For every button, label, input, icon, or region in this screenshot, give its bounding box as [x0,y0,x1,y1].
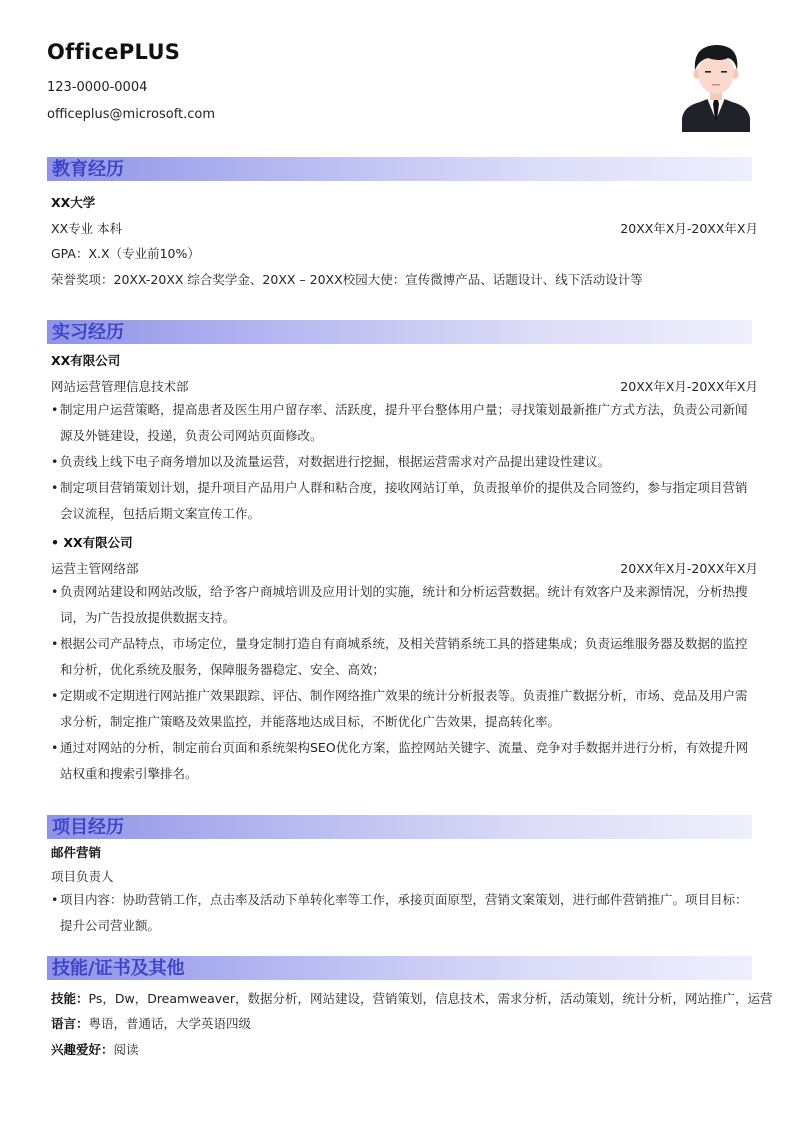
bullet-glyph: • [51,688,59,703]
section-projects-title: 项目经历 [52,817,124,838]
job-bullet [51,449,756,475]
bullet-glyph: • [51,636,59,651]
skills-line [51,989,773,1007]
job-bullet [51,631,756,683]
job-bullet [51,735,756,787]
section-skills-header [47,956,752,980]
bullet-glyph: • [51,402,59,417]
company-name: XX有限公司 [51,353,121,368]
bullet-glyph: • [51,480,59,495]
bullet-text: 制定用户运营策略，提高患者及医生用户留存率、活跃度，提升平台整体用户量；寻找策划最新推广方式方法，负责公司新闻源及外链建设，投递，负责公司网站页面修改。 [60,402,748,443]
person-avatar-icon [680,40,752,132]
bullet-glyph: • [51,584,59,599]
section-skills-title: 技能/证书及其他 [52,958,185,979]
hobby-label: 兴趣爱好： [51,1042,114,1057]
bullet-text: 通过对网站的分析，制定前台页面和系统架构SEO优化方案，监控网站关键字、流量、竞争对手数据并进行分析，有效提升网站权重和搜索引擎排名。 [60,740,749,781]
language-value: 粤语，普通话，大学英语四级 [88,1016,252,1031]
job-dates: 20XX年X月-20XX年X月 [620,379,758,394]
school-gpa: GPA：X.X（专业前10%） [51,246,200,261]
email-address: officeplus@microsoft.com [47,107,216,122]
bullet-glyph: • [51,535,59,550]
school-name: XX大学 [51,195,96,210]
bullet-text: 负责网站建设和网站改版，给予客户商城培训及应用计划的实施，统计和分析运营数据。统计有效客户及来源情况，分析热搜词，为广告投放提供数据支持。 [60,584,748,625]
job-role: 运营主管网络部 [51,561,139,576]
phone-number: 123-0000-0004 [47,80,148,95]
skills-value: Ps，Dw，Dreamweaver，数据分析，网站建设，营销策划，信息技术，需求分析，活动策划，统计分析，网站推广，运营 [88,991,773,1006]
section-education-header [47,157,752,181]
bullet-text: 负责线上线下电子商务增加以及流量运营，对数据进行挖掘，根据运营需求对产品提出建设性建议。 [60,454,611,469]
candidate-name: OfficePLUS [47,40,181,64]
section-education-title: 教育经历 [52,159,124,180]
project-name: 邮件营销 [51,845,102,860]
hobby-value: 阅读 [113,1042,139,1057]
job-bullet [51,683,756,735]
job-bullet [51,397,756,449]
school-honors: 荣誉奖项：20XX-20XX 综合奖学金、20XX – 20XX校园大使：宣传微博产品、话题设计、线下活动设计等 [51,272,643,287]
language-label: 语言： [51,1016,89,1031]
bullet-glyph: • [51,740,59,755]
project-bullet [51,887,756,939]
language-line [51,1014,251,1032]
bullet-glyph: • [51,892,59,907]
bullet-text: 制定项目营销策划计划，提升项目产品用户人群和粘合度，接收网站订单，负责报单价的提供及合同签约，参与指定项目营销会议流程，包括后期文案宣传工作。 [60,480,748,521]
bullet-text: 项目内容：协助营销工作，点击率及活动下单转化率等工作，承接页面原型，营销文案策划，进行邮件营销推广。项目目标：提升公司营业额。 [60,892,748,933]
company-name [51,533,133,551]
job-role: 网站运营管理信息技术部 [51,379,189,394]
section-internship-header [47,320,752,344]
skills-label: 技能： [51,991,89,1006]
hobby-line [51,1040,139,1058]
bullet-text: 定期或不定期进行网站推广效果跟踪、评估、制作网络推广效果的统计分析报表等。负责推广数据分析，市场、竞品及用户需求分析，制定推广策略及效果监控，并能落地达成目标，不断优化广告效果，提高转化率。 [60,688,748,729]
bullet-text: 根据公司产品特点，市场定位，量身定制打造自有商城系统，及相关营销系统工具的搭建集成；负责运维服务器及数据的监控和分析，优化系统及服务，保障服务器稳定、安全、高效； [60,636,748,677]
bullet-glyph: • [51,454,59,469]
section-internship-title: 实习经历 [52,322,124,343]
school-dates: 20XX年X月-20XX年X月 [620,221,758,236]
company-name-text: XX有限公司 [63,535,133,550]
job-bullet [51,475,756,527]
job-dates: 20XX年X月-20XX年X月 [620,561,758,576]
job-bullet [51,579,756,631]
school-major: XX专业 本科 [51,221,123,236]
project-role: 项目负责人 [51,869,114,884]
section-projects-header [47,815,752,839]
